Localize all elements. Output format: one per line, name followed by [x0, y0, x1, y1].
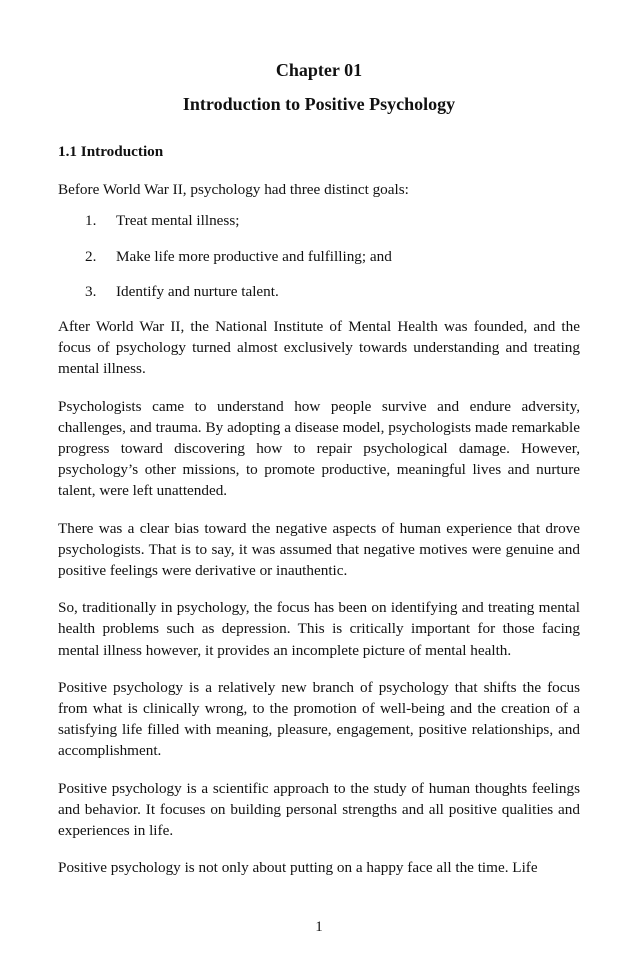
body-paragraph: After World War II, the National Institute of Mental Health was founded, and the focus of psychology turned almost exclusively towards understanding and treating mental illness.	[58, 318, 580, 378]
list-item	[58, 246, 580, 267]
list-item	[58, 210, 580, 231]
chapter-title: Chapter 01	[275, 60, 363, 80]
section-heading: 1.1 Introduction	[58, 143, 164, 160]
page-content	[58, 141, 580, 894]
list-item-number: 3.	[85, 282, 97, 300]
body-paragraph: Positive psychology is a relatively new branch of psychology that shifts the focus from what is clinically wrong, to the promotion of well-being and the creation of a satisfying life filled with meaning, pleasure, engagement, positive relationships, and accomplishment.	[58, 678, 580, 760]
list-item-number: 2.	[85, 247, 97, 265]
goals-list	[58, 210, 580, 302]
page-number: 1	[315, 919, 323, 935]
body-paragraph: So, traditionally in psychology, the focus has been on identifying and treating mental health problems such as depression. This is critically important for those facing mental illness however, it provides an incomplete picture of mental health.	[58, 599, 580, 659]
body-paragraph: Positive psychology is not only about putting on a happy face all the time. Life	[58, 859, 538, 877]
list-item-text: Make life more productive and fulfilling; and	[116, 247, 392, 265]
intro-paragraph: Before World War II, psychology had three distinct goals:	[58, 181, 409, 199]
body-paragraph: There was a clear bias toward the negative aspects of human experience that drove psychologists. That is to say, it was assumed that negative motives were genuine and positive feelings were derivative or inauthentic.	[58, 519, 580, 580]
chapter-subtitle: Introduction to Positive Psychology	[182, 94, 456, 114]
list-item-number: 1.	[85, 212, 97, 230]
body-paragraph: Psychologists came to understand how people survive and endure adversity, challenges, and trauma. By adopting a disease model, psychologists made remarkable progress toward discovering how to repair psychological damage. However, psychology’s other missions, to promote productive, meaningful lives and nurture talent, were left unattended.	[58, 397, 580, 500]
list-item-text: Treat mental illness;	[116, 212, 240, 230]
list-item	[58, 281, 580, 302]
list-item-text: Identify and nurture talent.	[116, 282, 279, 300]
body-paragraph: Positive psychology is a scientific approach to the study of human thoughts feelings and behavior. It focuses on building personal strengths and all positive qualities and experiences in life.	[58, 779, 580, 840]
